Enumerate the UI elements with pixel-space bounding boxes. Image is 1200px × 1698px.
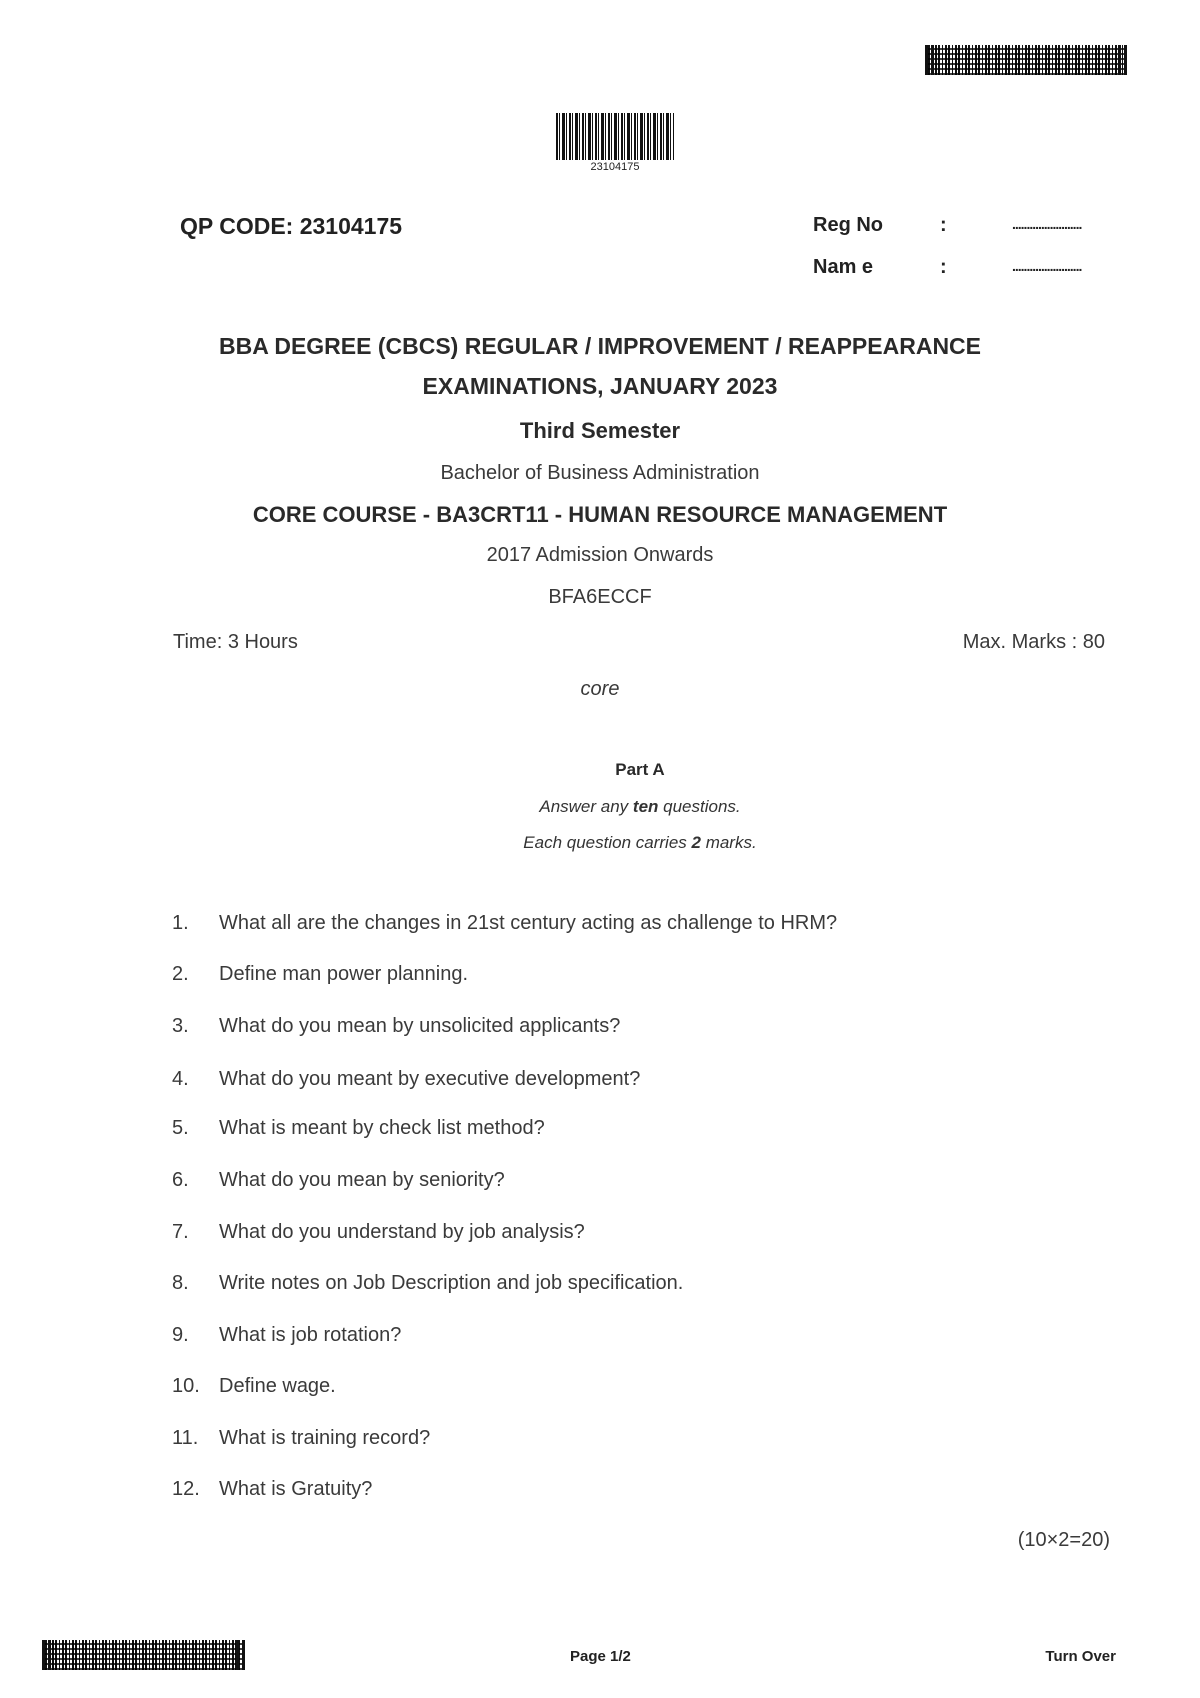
question-number: 5. bbox=[172, 1117, 189, 1139]
program: Bachelor of Business Administration bbox=[440, 462, 760, 484]
question-number: 4. bbox=[172, 1068, 189, 1090]
center-barcode bbox=[556, 113, 674, 160]
bottom-left-barcode bbox=[42, 1640, 245, 1670]
exam-title-line2: EXAMINATIONS, JANUARY 2023 bbox=[422, 373, 778, 399]
question-text: Define wage. bbox=[219, 1375, 336, 1397]
question-text: What do you understand by job analysis? bbox=[219, 1221, 585, 1243]
part-a-title: Part A bbox=[615, 760, 665, 779]
turn-over: Turn Over bbox=[1045, 1648, 1116, 1665]
question-text: Write notes on Job Description and job specification. bbox=[219, 1272, 684, 1294]
question-number: 6. bbox=[172, 1169, 189, 1191]
core-label: core bbox=[580, 678, 620, 700]
question-text: What is training record? bbox=[219, 1427, 431, 1449]
question-number: 9. bbox=[172, 1324, 189, 1346]
question-text: What do you meant by executive development? bbox=[219, 1068, 641, 1090]
part-a-instruction-1: Answer any ten questions. bbox=[539, 797, 741, 816]
name-field: ........................ bbox=[1012, 258, 1082, 274]
question-number: 7. bbox=[172, 1221, 189, 1243]
question-number: 12. bbox=[172, 1478, 200, 1500]
barcode-number: 23104175 bbox=[590, 161, 640, 173]
semester: Third Semester bbox=[519, 418, 681, 443]
question-text: What is job rotation? bbox=[219, 1324, 402, 1346]
question-number: 10. bbox=[172, 1375, 200, 1397]
admission: 2017 Admission Onwards bbox=[486, 544, 714, 566]
page-number: Page 1/2 bbox=[570, 1648, 631, 1665]
reg-no-label: Reg No bbox=[813, 214, 883, 236]
part-a-instruction-2: Each question carries 2 marks. bbox=[523, 833, 757, 852]
question-number: 1. bbox=[172, 912, 189, 934]
reg-no-colon: : bbox=[940, 214, 947, 236]
question-text: What do you mean by seniority? bbox=[219, 1169, 505, 1191]
question-text: What do you mean by unsolicited applicants? bbox=[219, 1015, 621, 1037]
course-title: CORE COURSE - BA3CRT11 - HUMAN RESOURCE MANAGEMENT bbox=[252, 502, 948, 527]
qp-code: QP CODE: 23104175 bbox=[180, 213, 403, 239]
name-colon: : bbox=[940, 256, 947, 278]
time: Time: 3 Hours bbox=[173, 631, 298, 653]
name-label: Nam e bbox=[813, 256, 874, 278]
paper-code: BFA6ECCF bbox=[548, 586, 652, 608]
max-marks: Max. Marks : 80 bbox=[962, 631, 1105, 653]
marks-summary: (10×2=20) bbox=[1017, 1529, 1110, 1551]
question-number: 2. bbox=[172, 963, 189, 985]
question-number: 3. bbox=[172, 1015, 189, 1037]
top-right-barcode bbox=[925, 45, 1127, 75]
question-text: Define man power planning. bbox=[219, 963, 469, 985]
question-text: What all are the changes in 21st century acting as challenge to HRM? bbox=[219, 912, 838, 934]
reg-no-field: ........................ bbox=[1012, 216, 1082, 232]
question-number: 11. bbox=[172, 1427, 199, 1449]
exam-title-line1: BBA DEGREE (CBCS) REGULAR / IMPROVEMENT / REAPPEARANCE bbox=[218, 333, 982, 359]
question-text: What is meant by check list method? bbox=[219, 1117, 545, 1139]
question-number: 8. bbox=[172, 1272, 189, 1294]
question-text: What is Gratuity? bbox=[219, 1478, 373, 1500]
